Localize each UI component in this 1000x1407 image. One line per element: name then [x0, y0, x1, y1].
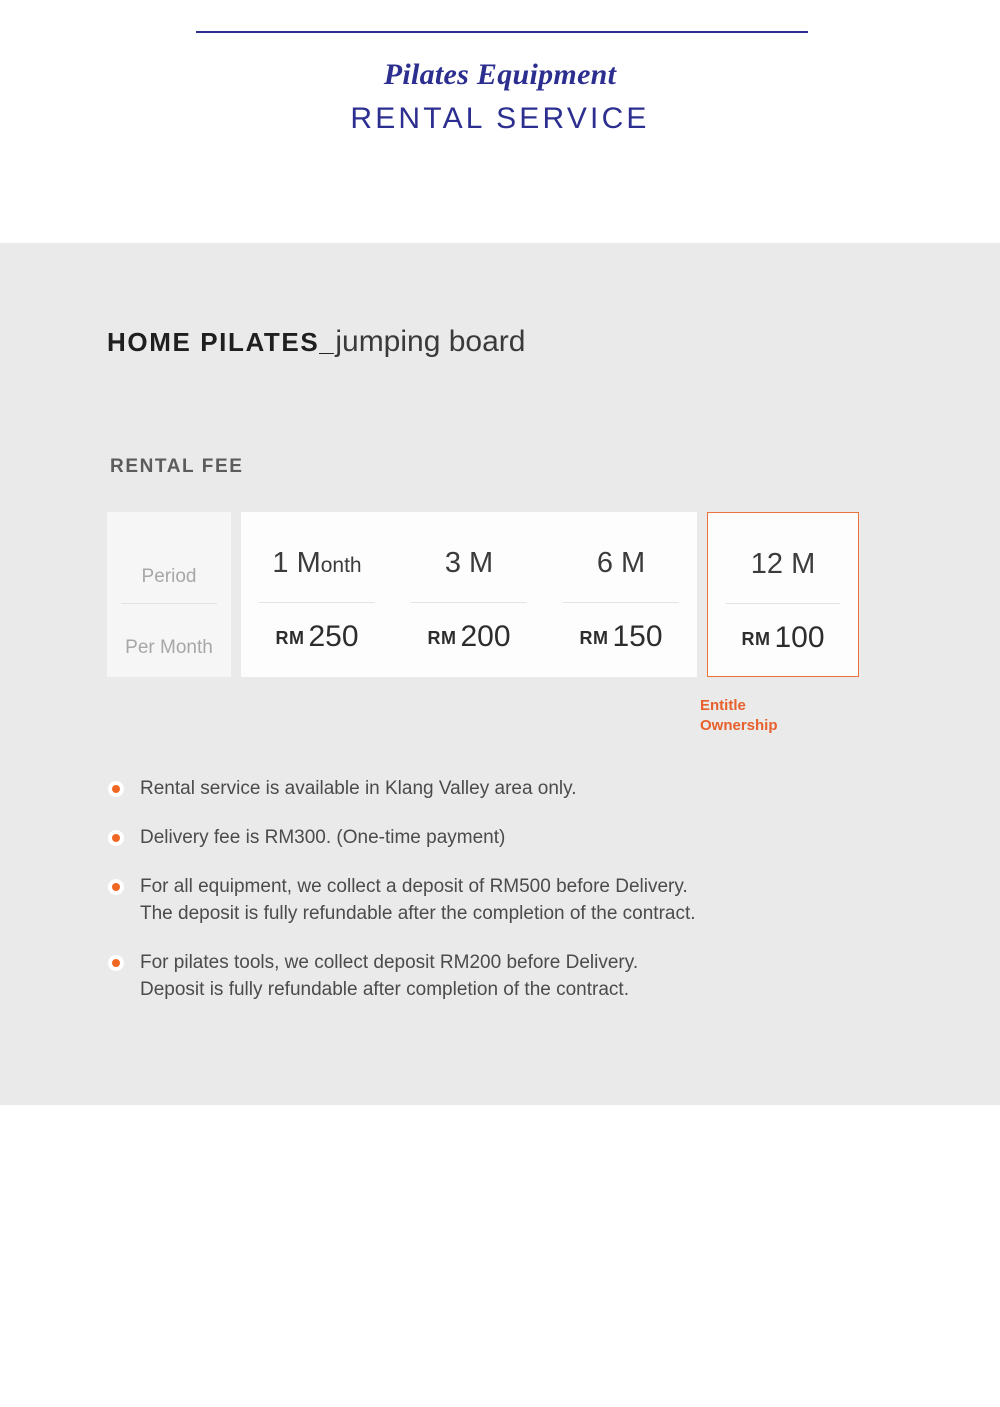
row-label-divider	[121, 603, 217, 604]
page-title-light: jumping board	[335, 325, 526, 358]
plan-period-6-month	[545, 547, 697, 580]
plan-price-1-month	[241, 620, 393, 654]
plan-divider	[563, 602, 679, 603]
plan-currency: RM	[741, 629, 771, 649]
list-item	[108, 949, 908, 1003]
bullet-icon	[108, 830, 124, 846]
rental-fee-table	[107, 512, 840, 677]
plan-period-small: onth	[320, 554, 362, 577]
entitle-ownership-note	[700, 696, 778, 736]
plan-amount: 100	[774, 621, 825, 654]
plan-period-big: 6 M	[596, 547, 646, 579]
note-line-2: Deposit is fully refundable after completion of the contract.	[140, 979, 629, 1000]
page-title-strong: HOME PILATES_	[107, 327, 336, 357]
notes-list	[108, 775, 908, 1025]
plan-price-12-month	[708, 621, 858, 655]
plan-price-3-month	[393, 620, 545, 654]
brand-title-secondary: RENTAL SERVICE	[350, 102, 650, 135]
table-row-labels	[107, 512, 231, 677]
plan-currency: RM	[275, 628, 305, 648]
plan-period-big: 3 M	[444, 547, 494, 579]
plan-period-big: 12 M	[750, 548, 816, 580]
note-line-1: For pilates tools, we collect deposit RM200 before Delivery.	[140, 952, 639, 973]
plan-columns	[241, 512, 840, 677]
header-divider	[196, 31, 808, 33]
plan-currency: RM	[579, 628, 609, 648]
plan-amount: 150	[612, 620, 663, 653]
section-heading-rental-fee: RENTAL FEE	[110, 456, 244, 477]
bullet-icon	[108, 955, 124, 971]
plan-column-1-month[interactable]	[241, 512, 393, 677]
plan-period-1-month	[241, 547, 393, 580]
row-label-period: Period	[141, 566, 197, 587]
note-line-1: Rental service is available in Klang Valley area only.	[140, 778, 577, 799]
list-item	[108, 824, 908, 851]
plan-amount: 200	[460, 620, 511, 653]
list-item	[108, 873, 908, 927]
plan-divider	[411, 602, 527, 603]
note-line-1: Delivery fee is RM300. (One-time payment)	[140, 827, 506, 848]
plan-divider	[726, 603, 840, 604]
plan-price-6-month	[545, 620, 697, 654]
plan-column-12-month-highlighted[interactable]	[707, 512, 859, 677]
page-title	[107, 325, 525, 359]
page-header	[0, 0, 1000, 240]
brand-title-primary: Pilates Equipment	[383, 58, 617, 91]
entitle-ownership-line1: Entitle	[700, 697, 746, 714]
bullet-icon	[108, 781, 124, 797]
note-line-2: The deposit is fully refundable after the completion of the contract.	[140, 903, 696, 924]
note-line-1: For all equipment, we collect a deposit of RM500 before Delivery.	[140, 876, 688, 897]
plan-divider	[259, 602, 375, 603]
plan-period-12-month	[708, 548, 858, 581]
plan-amount: 250	[308, 620, 359, 653]
row-label-per-month: Per Month	[125, 637, 213, 658]
list-item	[108, 775, 908, 802]
plan-column-3-month[interactable]	[393, 512, 545, 677]
plan-period-3-month	[393, 547, 545, 580]
plan-currency: RM	[427, 628, 457, 648]
plan-column-6-month[interactable]	[545, 512, 697, 677]
plan-period-big: 1 M	[272, 547, 321, 579]
entitle-ownership-line2: Ownership	[700, 717, 778, 734]
bullet-icon	[108, 879, 124, 895]
